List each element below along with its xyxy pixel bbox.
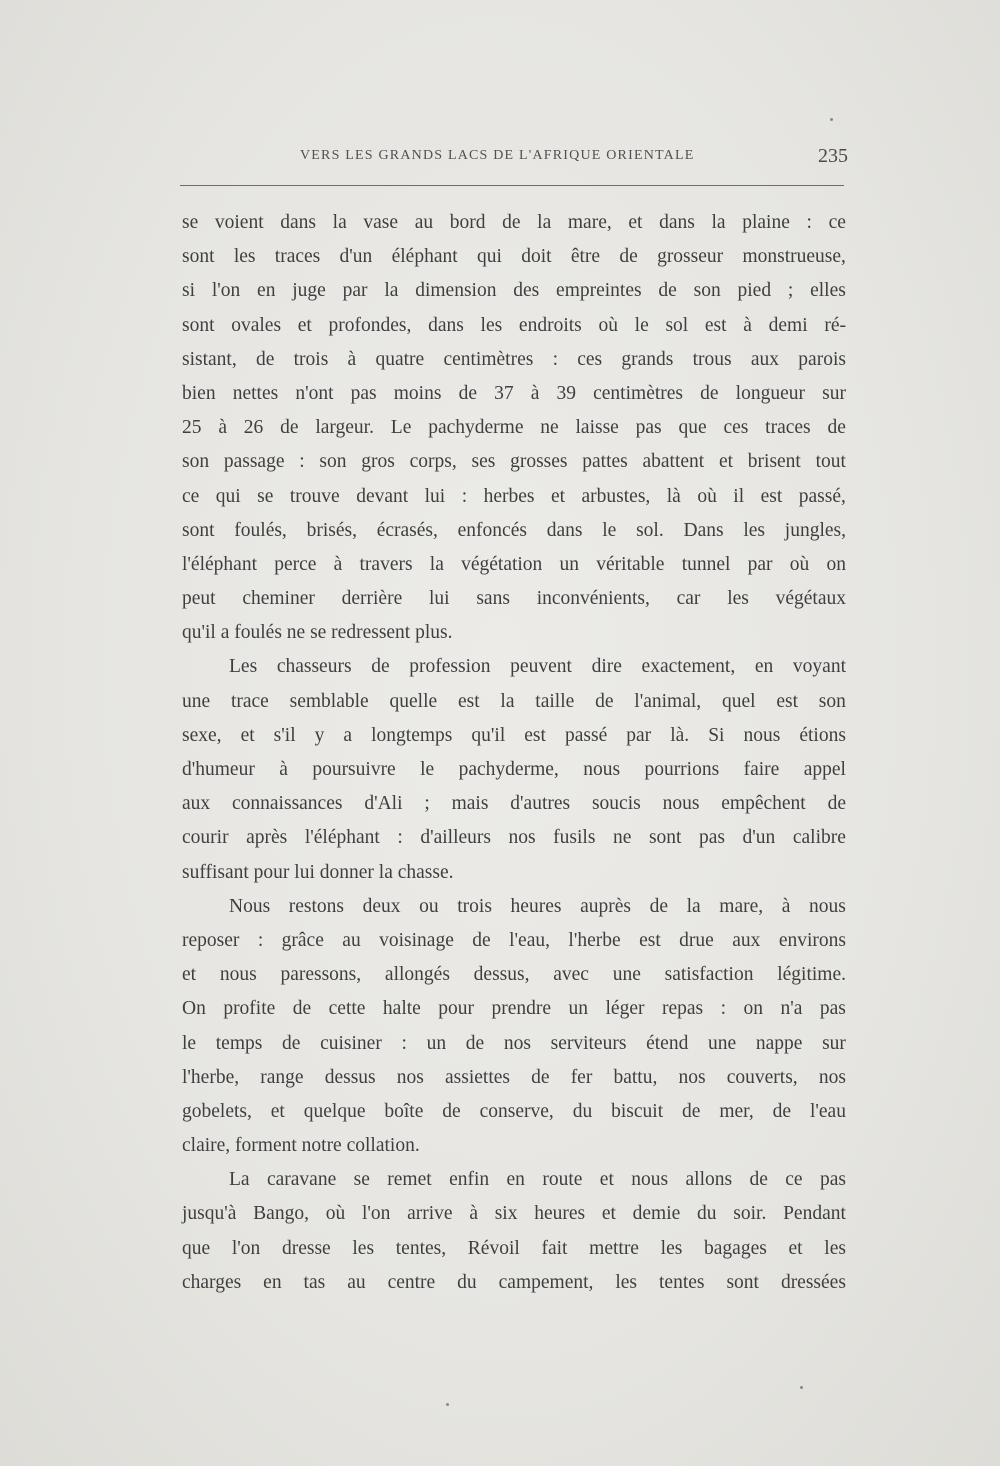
text-line: La caravane se remet enfin en route et nous allons de ce pas <box>229 1169 846 1191</box>
text-line: ce qui se trouve devant lui : herbes et arbustes, là où il est passé, <box>182 485 846 507</box>
running-header <box>180 145 850 170</box>
text-line: sont foulés, brisés, écrasés, enfoncés dans le sol. Dans les jungles, <box>182 519 846 541</box>
running-title: VERS LES GRANDS LACS DE L'AFRIQUE ORIENTALE <box>300 148 695 163</box>
paper-speck <box>830 118 833 121</box>
text-line: aux connaissances d'Ali ; mais d'autres soucis nous empêchent de <box>182 793 846 815</box>
text-line: Nous restons deux ou trois heures auprès de la mare, à nous <box>229 895 846 917</box>
text-line: sont ovales et profondes, dans les endroits où le sol est à demi ré- <box>182 314 846 336</box>
text-line: si l'on en juge par la dimension des empreintes de son pied ; elles <box>182 280 846 302</box>
text-line: d'humeur à poursuivre le pachyderme, nous pourrions faire appel <box>182 759 846 780</box>
text-line: sexe, et s'il y a longtemps qu'il est passé par là. Si nous étions <box>182 724 846 746</box>
text-line: suffisant pour lui donner la chasse. <box>182 861 454 883</box>
paper-speck <box>446 1403 449 1406</box>
text-line: claire, forment notre collation. <box>182 1135 420 1157</box>
text-line: qu'il a foulés ne se redressent plus. <box>182 622 453 644</box>
text-line: une trace semblable quelle est la taille de l'animal, quel est son <box>182 690 846 712</box>
text-line: l'éléphant perce à travers la végétation un véritable tunnel par où on <box>182 553 846 575</box>
header-rule <box>180 185 844 186</box>
text-line: On profite de cette halte pour prendre un léger repas : on n'a pas <box>182 998 846 1020</box>
text-line: peut cheminer derrière lui sans inconvénients, car les végétaux <box>182 588 846 610</box>
text-line: 25 à 26 de largeur. Le pachyderme ne laisse pas que ces traces de <box>182 417 846 439</box>
text-line: le temps de cuisiner : un de nos serviteurs étend une nappe sur <box>182 1032 846 1054</box>
text-line: sistant, de trois à quatre centimètres : ces grands trous aux parois <box>182 348 846 370</box>
body-text <box>182 206 846 1300</box>
paper-speck <box>800 1386 803 1389</box>
text-line: bien nettes n'ont pas moins de 37 à 39 centimètres de longueur sur <box>182 382 846 404</box>
text-line: reposer : grâce au voisinage de l'eau, l'herbe est drue aux environs <box>182 929 846 951</box>
text-line: gobelets, et quelque boîte de conserve, du biscuit de mer, de l'eau <box>182 1100 846 1122</box>
text-line: Les chasseurs de profession peuvent dire exactement, en voyant <box>229 656 846 678</box>
text-line: que l'on dresse les tentes, Révoil fait mettre les bagages et les <box>182 1237 846 1259</box>
text-line: et nous paressons, allongés dessus, avec une satisfaction légitime. <box>182 964 846 986</box>
text-line: jusqu'à Bango, où l'on arrive à six heures et demie du soir. Pendant <box>182 1203 846 1225</box>
text-line: son passage : son gros corps, ses grosses pattes abattent et brisent tout <box>182 451 846 473</box>
text-line: se voient dans la vase au bord de la mare, et dans la plaine : ce <box>182 212 846 233</box>
text-line: courir après l'éléphant : d'ailleurs nos fusils ne sont pas d'un calibre <box>182 827 846 849</box>
text-line: l'herbe, range dessus nos assiettes de fer battu, nos couverts, nos <box>182 1066 846 1088</box>
page-number: 235 <box>818 145 848 167</box>
text-line: sont les traces d'un éléphant qui doit être de grosseur monstrueuse, <box>182 246 846 268</box>
text-line: charges en tas au centre du campement, les tentes sont dressées <box>182 1271 846 1293</box>
